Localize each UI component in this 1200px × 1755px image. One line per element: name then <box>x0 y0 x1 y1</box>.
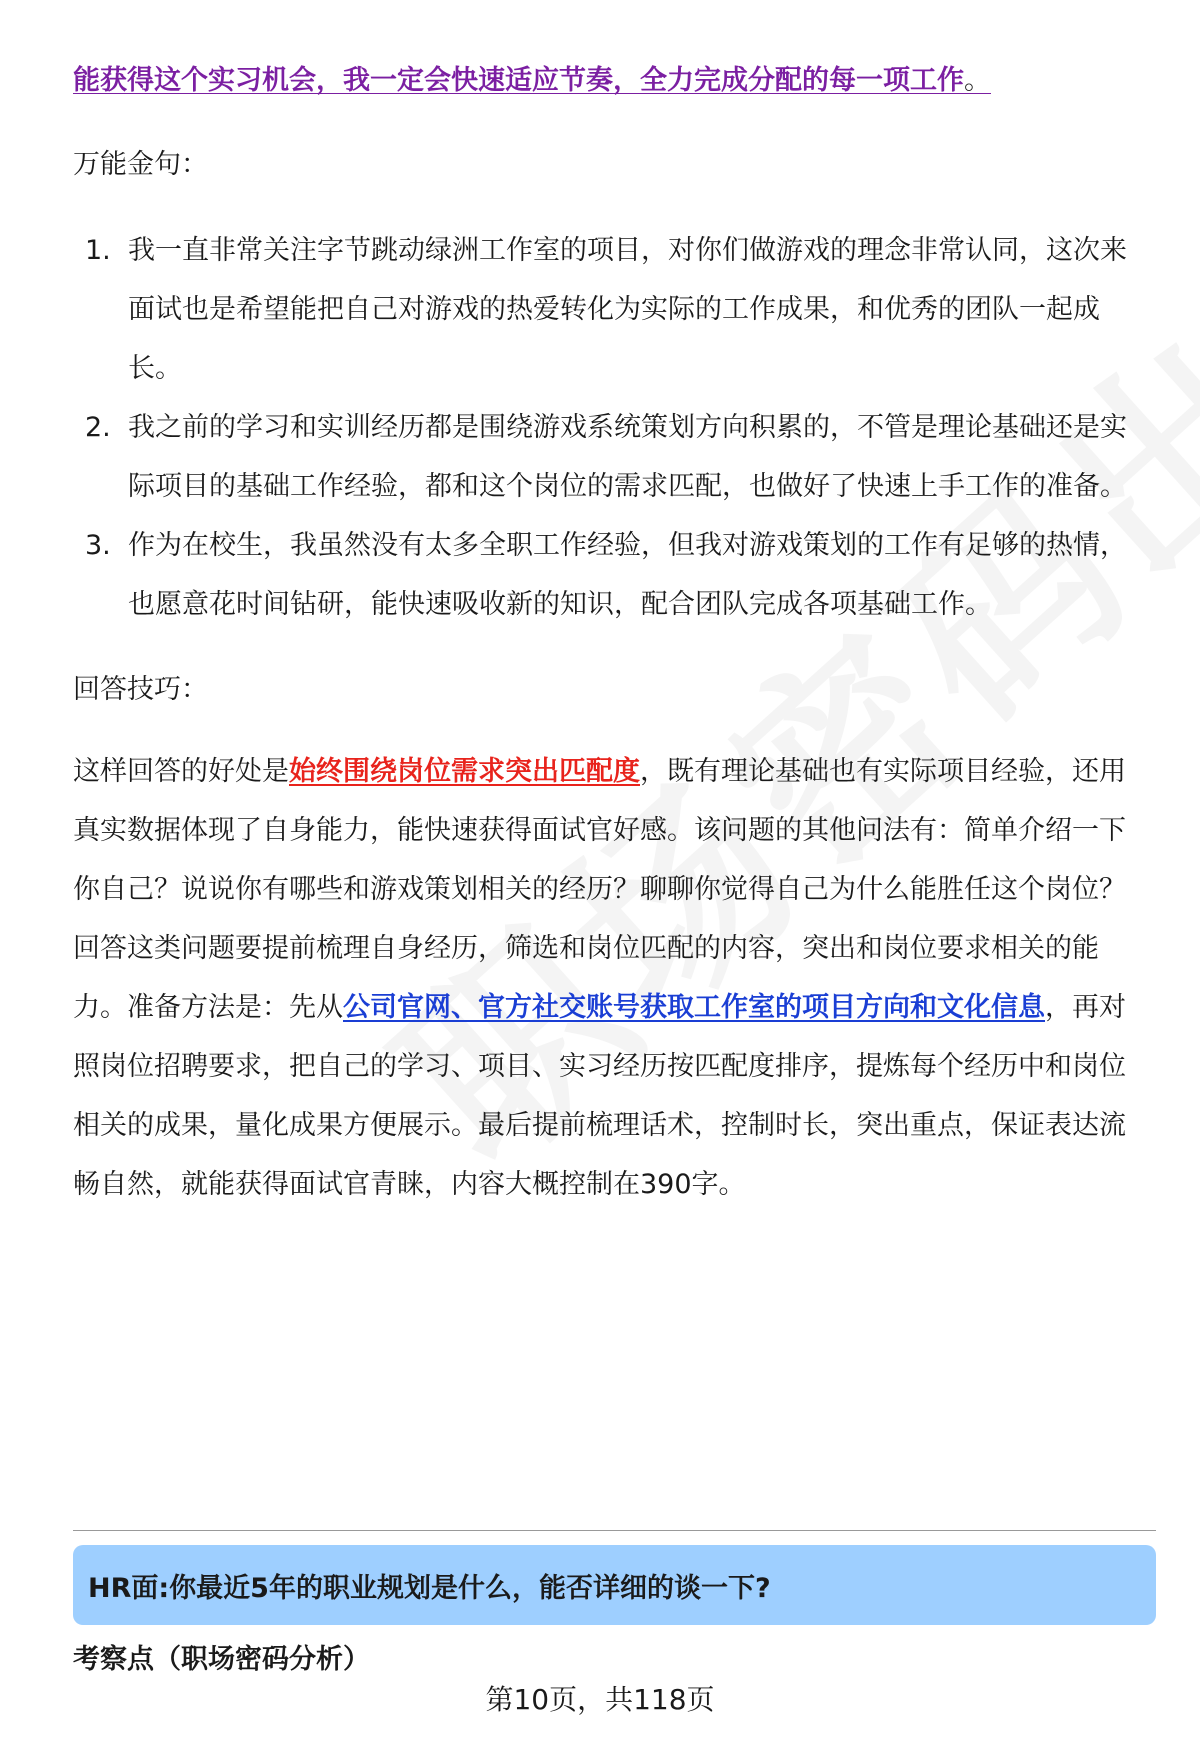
list-item <box>73 221 1148 398</box>
list-number: 1. <box>85 235 111 266</box>
tips-paragraph-1 <box>73 742 1148 919</box>
divider <box>73 1530 1156 1531</box>
list-number: 3. <box>85 530 111 561</box>
golden-label: 万能金句： <box>73 149 208 180</box>
tips-1-highlight: 始终围绕岗位需求突出匹配度 <box>289 756 640 787</box>
hr-question-box <box>73 1545 1156 1625</box>
hr-question: HR面:你最近5年的职业规划是什么，能否详细的谈一下? <box>88 1572 771 1604</box>
list-text: 我之前的学习和实训经历都是围绕游戏系统策划方向积累的，不管是理论基础还是实际项目的基础工作经验，都和这个岗位的需求匹配，也做好了快速上手工作的准备。 <box>128 412 1127 502</box>
page-number: 第10页，共118页 <box>485 1683 715 1716</box>
document-body <box>73 55 1148 1214</box>
tips-2-highlight: 公司官网、官方社交账号获取工作室的项目方向和文化信息 <box>343 992 1045 1023</box>
list-text: 我一直非常关注字节跳动绿洲工作室的项目，对你们做游戏的理念非常认同，这次来面试也是希望能把自己对游戏的热爱转化为实际的工作成果，和优秀的团队一起成长。 <box>128 235 1127 384</box>
tips-2-before: 回答这类问题要提前梳理自身经历，筛选和岗位匹配的内容，突出和岗位要求相关的能力。准备方法是：先从 <box>73 933 1099 1023</box>
intro-end: 。 <box>964 65 991 96</box>
tips-paragraph-2 <box>73 919 1148 1214</box>
golden-list <box>73 221 1148 634</box>
tips-1-before: 这样回答的好处是 <box>73 756 289 787</box>
intro-sentence <box>73 55 1148 107</box>
list-text: 作为在校生，我虽然没有太多全职工作经验，但我对游戏策划的工作有足够的热情，也愿意花时间钻研，能快速吸收新的知识，配合团队完成各项基础工作。 <box>128 530 1127 620</box>
tips-label: 回答技巧： <box>73 674 208 705</box>
section-heading: 考察点（职场密码分析） <box>73 1644 370 1675</box>
intro-highlight: 能获得这个实习机会，我一定会快速适应节奏，全力完成分配的每一项工作 <box>73 65 964 96</box>
tips-2-after: ，再对照岗位招聘要求，把自己的学习、项目、实习经历按匹配度排序，提炼每个经历中和岗位相关的成果，量化成果方便展示。最后提前梳理话术，控制时长，突出重点，保证表达流畅自然，就能获得面试官青睐，内容大概控制在390字。 <box>73 992 1126 1200</box>
list-item <box>73 398 1148 516</box>
tips-1-after: ，既有理论基础也有实际项目经验，还用真实数据体现了自身能力，能快速获得面试官好感。该问题的其他问法有：简单介绍一下你自己？说说你有哪些和游戏策划相关的经历？聊聊你觉得自己为什么能胜任这个岗位？ <box>73 756 1126 905</box>
list-number: 2. <box>85 412 111 443</box>
list-item <box>73 516 1148 634</box>
